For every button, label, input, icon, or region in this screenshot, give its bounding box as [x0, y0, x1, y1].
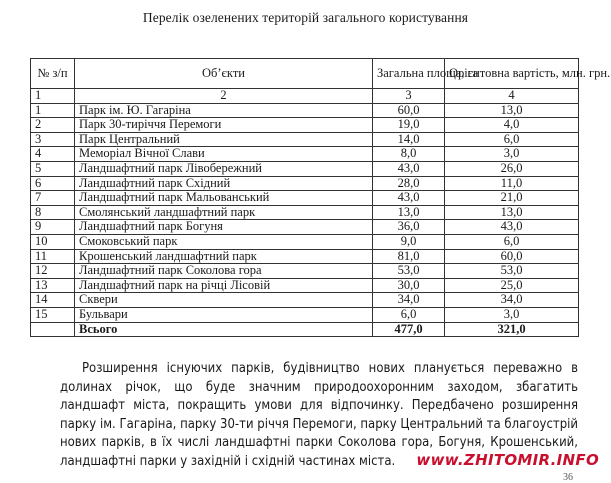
- table-row: [31, 278, 579, 293]
- row-area: 19,0: [373, 118, 445, 133]
- total-cost: 321,0: [445, 322, 579, 337]
- table-row: [31, 205, 579, 220]
- row-cost: 3,0: [445, 307, 579, 322]
- row-object: Крошенський ландшафтний парк: [75, 249, 373, 264]
- page-number: 36: [563, 472, 573, 483]
- row-cost: 60,0: [445, 249, 579, 264]
- table-row: [31, 220, 579, 235]
- row-area: 28,0: [373, 176, 445, 191]
- row-number: 11: [31, 249, 75, 264]
- table-row: [31, 132, 579, 147]
- row-object: Ландшафтний парк Мальованський: [75, 191, 373, 206]
- total-empty-cell: [31, 322, 75, 337]
- document-title: Перелік озеленених територій загального користування: [142, 10, 469, 25]
- row-object: Парк ім. Ю. Гагаріна: [75, 103, 373, 118]
- table-row: [31, 191, 579, 206]
- row-object: Ландшафтний парк Соколова гора: [75, 264, 373, 279]
- row-area: 43,0: [373, 191, 445, 206]
- row-number: 13: [31, 278, 75, 293]
- row-number: 3: [31, 132, 75, 147]
- total-label: Всього: [75, 322, 373, 337]
- table-row: [31, 249, 579, 264]
- row-cost: 13,0: [445, 103, 579, 118]
- row-cost: 26,0: [445, 161, 579, 176]
- header-area: Загальна площа, га: [373, 59, 445, 89]
- row-area: 36,0: [373, 220, 445, 235]
- row-number: 9: [31, 220, 75, 235]
- table-row: [31, 118, 579, 133]
- table-row: [31, 234, 579, 249]
- row-number: 7: [31, 191, 75, 206]
- table-row: [31, 307, 579, 322]
- site-watermark: www.ZHITOMIR.INFO: [416, 451, 599, 469]
- column-index-row: [31, 89, 579, 104]
- row-area: 30,0: [373, 278, 445, 293]
- row-number: 8: [31, 205, 75, 220]
- row-object: Ландшафтний парк Богуня: [75, 220, 373, 235]
- row-cost: 11,0: [445, 176, 579, 191]
- row-area: 60,0: [373, 103, 445, 118]
- row-cost: 13,0: [445, 205, 579, 220]
- row-cost: 21,0: [445, 191, 579, 206]
- row-area: 14,0: [373, 132, 445, 147]
- row-area: 8,0: [373, 147, 445, 162]
- row-object: Смоковський парк: [75, 234, 373, 249]
- total-row: [31, 322, 579, 337]
- row-area: 43,0: [373, 161, 445, 176]
- row-object: Сквери: [75, 293, 373, 308]
- row-object: Парк Центральний: [75, 132, 373, 147]
- table-row: [31, 161, 579, 176]
- row-object: Меморіал Вічної Слави: [75, 147, 373, 162]
- table-row: [31, 293, 579, 308]
- row-area: 81,0: [373, 249, 445, 264]
- row-area: 53,0: [373, 264, 445, 279]
- table-row: [31, 176, 579, 191]
- row-area: 34,0: [373, 293, 445, 308]
- row-area: 13,0: [373, 205, 445, 220]
- row-object: Ландшафтний парк на річці Лісовій: [75, 278, 373, 293]
- table-row: [31, 147, 579, 162]
- row-cost: 6,0: [445, 132, 579, 147]
- row-number: 15: [31, 307, 75, 322]
- table-row: [31, 264, 579, 279]
- header-cost: Орієнтовна вартість, млн. грн.: [445, 59, 579, 89]
- row-cost: 53,0: [445, 264, 579, 279]
- row-area: 6,0: [373, 307, 445, 322]
- row-object: Бульвари: [75, 307, 373, 322]
- row-number: 2: [31, 118, 75, 133]
- index-cell: 4: [445, 89, 579, 104]
- header-object: Об’єкти: [75, 59, 373, 89]
- paragraph-text: Розширення існуючих парків, будівництво нових планується переважно в долинах річок, що буде значним природоохоронним заходом, збагатить ландшафт міста, покращить умови для відпочинку. Передбачено розширення парку ім. Гагаріна, парку 30-ти річчя Перемоги, парку Центральний та благоустрій нових парків, в їх числі ландшафтні парки Соколова гора, Богуня, Крошенський, ландшафтні парки у західній і східній частинах міста.: [60, 361, 578, 469]
- index-cell: 3: [373, 89, 445, 104]
- index-cell: 2: [75, 89, 373, 104]
- row-cost: 43,0: [445, 220, 579, 235]
- total-area: 477,0: [373, 322, 445, 337]
- row-cost: 6,0: [445, 234, 579, 249]
- row-number: 10: [31, 234, 75, 249]
- header-number: № з/п: [31, 59, 75, 89]
- row-cost: 25,0: [445, 278, 579, 293]
- row-cost: 3,0: [445, 147, 579, 162]
- index-cell: 1: [31, 89, 75, 104]
- row-area: 9,0: [373, 234, 445, 249]
- row-object: Ландшафтний парк Східний: [75, 176, 373, 191]
- row-object: Ландшафтний парк Лівобережний: [75, 161, 373, 176]
- row-number: 5: [31, 161, 75, 176]
- row-number: 6: [31, 176, 75, 191]
- row-number: 1: [31, 103, 75, 118]
- table-row: [31, 103, 579, 118]
- row-cost: 4,0: [445, 118, 579, 133]
- row-object: Смолянський ландшафтний парк: [75, 205, 373, 220]
- row-object: Парк 30-тиріччя Перемоги: [75, 118, 373, 133]
- green-areas-table: [30, 58, 611, 337]
- row-number: 4: [31, 147, 75, 162]
- row-number: 12: [31, 264, 75, 279]
- table-header-row: [31, 59, 579, 89]
- row-number: 14: [31, 293, 75, 308]
- row-cost: 34,0: [445, 293, 579, 308]
